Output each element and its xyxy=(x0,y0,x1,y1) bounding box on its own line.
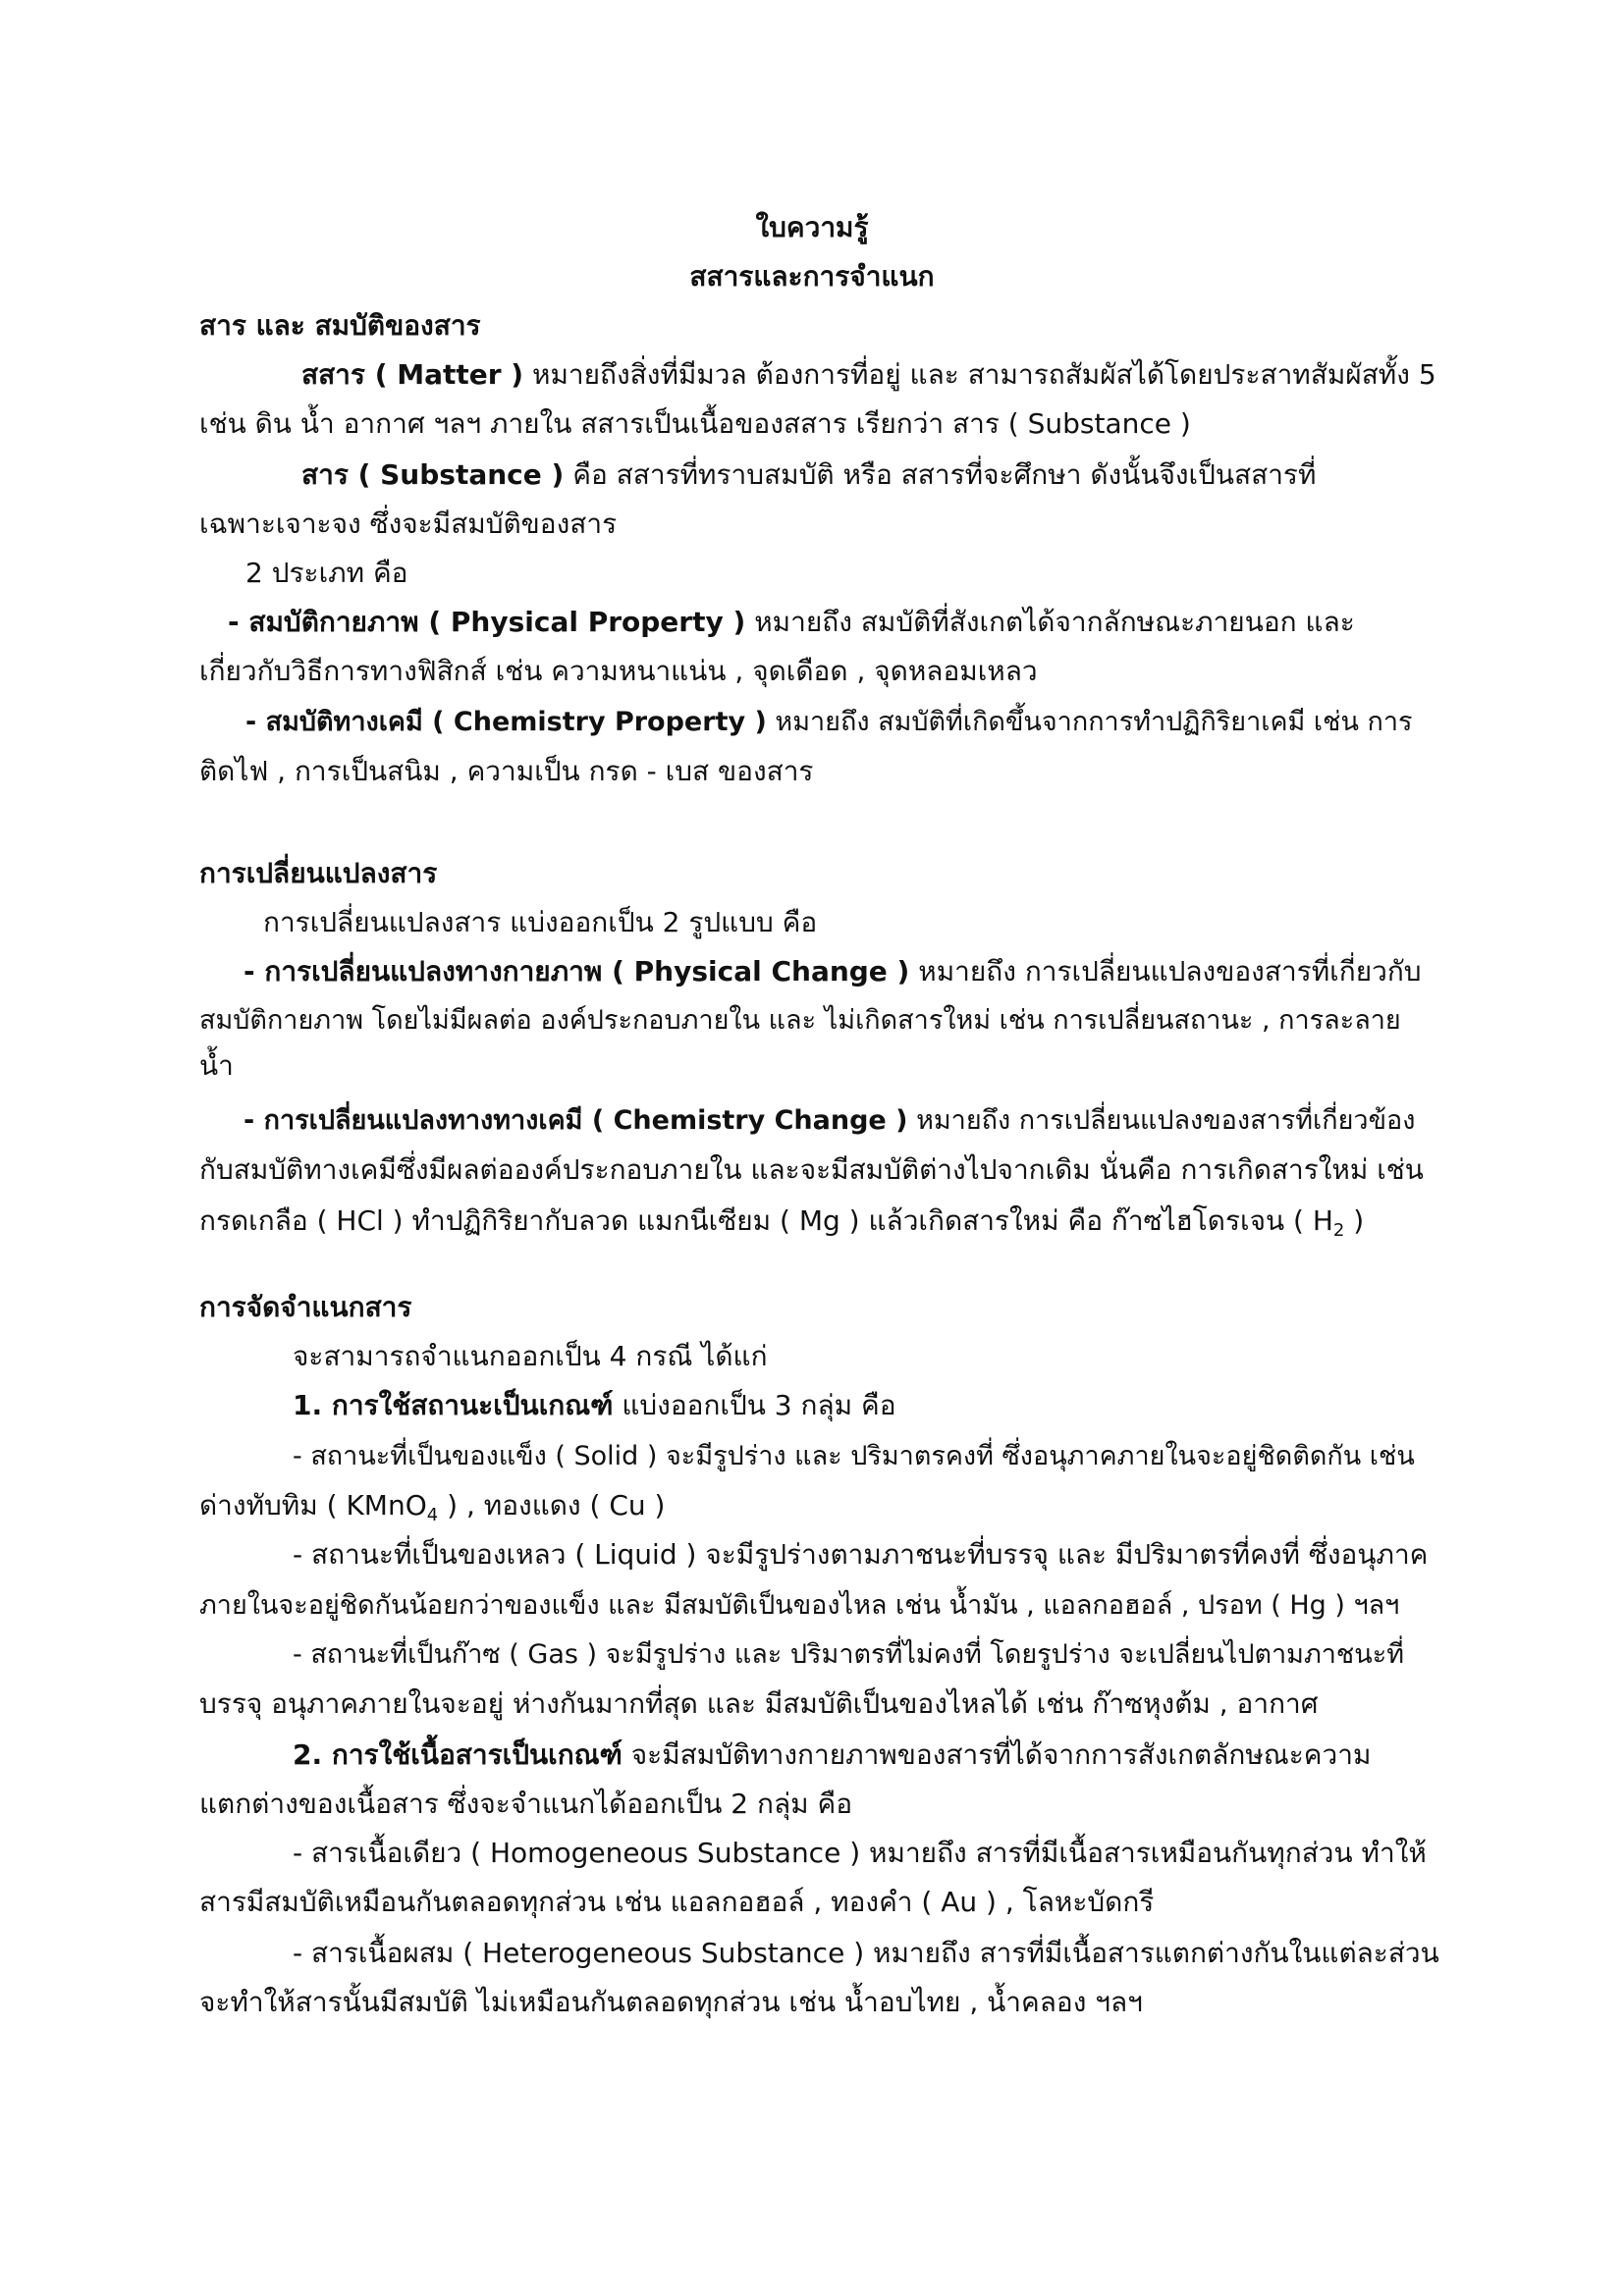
subscript-2: 2 xyxy=(1332,1220,1345,1241)
paragraph-substance-line-2: เฉพาะเจาะจง ซึ่งจะมีสมบัติของสาร xyxy=(199,507,618,540)
physical-change-line-2: สมบัติกายภาพ โดยไม่มีผลต่อ องค์ประกอบภายใน และ ไม่เกิดสารใหม่ เช่น การเปลี่ยนสถานะ , การละลาย xyxy=(199,1005,1401,1036)
term-criterion-texture: 2. การใช้เนื้อสารเป็นเกณฑ์ xyxy=(293,1738,623,1771)
document-subtitle: สสารและการจำแนก xyxy=(689,260,935,293)
chemical-change-example-end: ) xyxy=(1344,1204,1365,1237)
term-chemical-change: - การเปลี่ยนแปลงทางทางเคมี ( Chemistry Change ) xyxy=(244,1105,908,1136)
heterogeneous-line-1: - สารเนื้อผสม ( Heterogeneous Substance ) หมายถึง สารที่มีเนื้อสารแตกต่างกันในแต่ละส่วน xyxy=(293,1937,1439,1969)
term-chemical-property: - สมบัติทางเคมี ( Chemistry Property ) xyxy=(245,707,767,737)
section-heading-classification: การจัดจำแนกสาร xyxy=(199,1291,412,1323)
change-intro-line: การเปลี่ยนแปลงสาร แบ่งออกเป็น 2 รูปแบบ คือ xyxy=(263,906,818,938)
document-title: ใบความรู้ xyxy=(755,211,869,243)
chemical-change-line-3 xyxy=(199,1203,1364,1239)
solid-line-1: - สถานะที่เป็นของแข็ง ( Solid ) จะมีรูปร่าง และ ปริมาตรคงที่ ซึ่งอนุภาคภายในจะอยู่ชิดติดกัน เช่น xyxy=(293,1441,1415,1471)
liquid-line-2: ภายในจะอยู่ชิดกันน้อยกว่าของแข็ง และ มีสมบัติเป็นของไหล เช่น น้ำมัน , แอลกอฮอล์ , ปรอท ( Hg ) ฯลฯ xyxy=(199,1590,1400,1621)
paragraph-substance-line xyxy=(301,457,1316,493)
heterogeneous-line-2: จะทำให้สารนั้นมีสมบัติ ไม่เหมือนกันตลอดทุกส่วน เช่น น้ำอบไทย , น้ำคลอง ฯลฯ xyxy=(199,1986,1143,2018)
property-types-line: 2 ประเภท คือ xyxy=(245,557,408,589)
gas-line-2: บรรจุ อนุภาคภายในจะอยู่ ห่างกันมากที่สุด และ มีสมบัติเป็นของไหลได้ เช่น ก๊าซหุงต้ม , อากาศ xyxy=(199,1687,1319,1720)
solid-example-b: ) , ทองแดง ( Cu ) xyxy=(438,1489,666,1522)
liquid-line-1: - สถานะที่เป็นของเหลว ( Liquid ) จะมีรูปร่างตามภาชนะที่บรรจุ และ มีปริมาตรที่คงที่ ซึ่งอนุภาค xyxy=(293,1538,1429,1571)
chemical-property-definition: หมายถึง สมบัติที่เกิดขึ้นจากการทำปฏิกิริยาเคมี เช่น การ xyxy=(766,707,1413,737)
criterion-2-line xyxy=(293,1737,1371,1773)
term-criterion-state: 1. การใช้สถานะเป็นเกณฑ์ xyxy=(293,1389,614,1421)
chemical-change-line xyxy=(244,1103,1415,1139)
physical-change-line-3: น้ำ xyxy=(199,1049,234,1082)
criterion-2-line-2: แตกต่างของเนื้อสาร ซึ่งจะจำแนกได้ออกเป็น 2 กลุ่ม คือ xyxy=(199,1788,853,1820)
term-physical-property: - สมบัติกายภาพ ( Physical Property ) xyxy=(228,606,746,638)
section-heading-substance-change: การเปลี่ยนแปลงสาร xyxy=(199,857,438,889)
section-heading-substance-properties: สาร และ สมบัติของสาร xyxy=(199,309,481,342)
criterion-1-line xyxy=(293,1388,896,1423)
classification-intro-line: จะสามารถจำแนกออกเป็น 4 กรณี ได้แก่ xyxy=(293,1340,768,1372)
chemical-property-line xyxy=(245,705,1413,740)
physical-change-definition: หมายถึง การเปลี่ยนแปลงของสารที่เกี่ยวกับ xyxy=(909,955,1422,988)
physical-property-definition: หมายถึง สมบัติที่สังเกตได้จากลักษณะภายนอก และ xyxy=(745,606,1355,638)
term-substance: สาร ( Substance ) xyxy=(301,458,565,491)
chemical-change-example: กรดเกลือ ( HCl ) ทำปฏิกิริยากับลวด แมกนีเซียม ( Mg ) แล้วเกิดสารใหม่ คือ ก๊าซไฮโดรเจน ( H xyxy=(199,1204,1333,1237)
substance-definition: คือ สสารที่ทราบสมบัติ หรือ สสารที่จะศึกษา ดังนั้นจึงเป็นสสารที่ xyxy=(564,458,1317,491)
paragraph-matter-line xyxy=(301,357,1436,393)
physical-change-line xyxy=(244,954,1422,989)
physical-property-line xyxy=(228,605,1355,640)
solid-example-a: ด่างทับทิม ( KMnO xyxy=(199,1489,427,1522)
criterion-2-rest: จะมีสมบัติทางกายภาพของสารที่ได้จากการสังเกตลักษณะความ xyxy=(622,1738,1372,1771)
subscript-4: 4 xyxy=(426,1505,439,1525)
matter-definition: หมายถึงสิ่งที่มีมวล ต้องการที่อยู่ และ สามารถสัมผัสได้โดยประสาทสัมผัสทั้ง 5 xyxy=(523,358,1436,391)
gas-line-1: - สถานะที่เป็นก๊าซ ( Gas ) จะมีรูปร่าง และ ปริมาตรที่ไม่คงที่ โดยรูปร่าง จะเปลี่ยนไปตามภาชนะที่ xyxy=(293,1639,1405,1670)
chemical-change-line-2: กับสมบัติทางเคมีซึ่งมีผลต่อองค์ประกอบภายใน และจะมีสมบัติต่างไปจากเดิม นั่นคือ การเกิดสารใหม่ เช่น xyxy=(199,1153,1424,1186)
homogeneous-line-1: - สารเนื้อเดียว ( Homogeneous Substance ) หมายถึง สารที่มีเนื้อสารเหมือนกันทุกส่วน ทำให้ xyxy=(293,1837,1427,1869)
chemical-property-line-2: ติดไฟ , การเป็นสนิม , ความเป็น กรด - เบส ของสาร xyxy=(199,755,814,787)
homogeneous-line-2: สารมีสมบัติเหมือนกันตลอดทุกส่วน เช่น แอลกอฮอล์ , ทองคำ ( Au ) , โลหะบัดกรี xyxy=(199,1886,1155,1918)
physical-property-line-2: เกี่ยวกับวิธีการทางฟิสิกส์ เช่น ความหนาแน่น , จุดเดือด , จุดหลอมเหลว xyxy=(199,655,1038,687)
chemical-change-definition: หมายถึง การเปลี่ยนแปลงของสารที่เกี่ยวข้อง xyxy=(907,1105,1416,1136)
criterion-1-rest: แบ่งออกเป็น 3 กลุ่ม คือ xyxy=(613,1389,896,1421)
paragraph-matter-line-2: เช่น ดิน น้ำ อากาศ ฯลฯ ภายใน สสารเป็นเนื้อของสสาร เรียกว่า สาร ( Substance ) xyxy=(199,407,1191,440)
term-physical-change: - การเปลี่ยนแปลงทางกายภาพ ( Physical Change ) xyxy=(244,955,910,988)
term-matter: สสาร ( Matter ) xyxy=(301,358,524,391)
solid-line-2 xyxy=(199,1488,665,1523)
